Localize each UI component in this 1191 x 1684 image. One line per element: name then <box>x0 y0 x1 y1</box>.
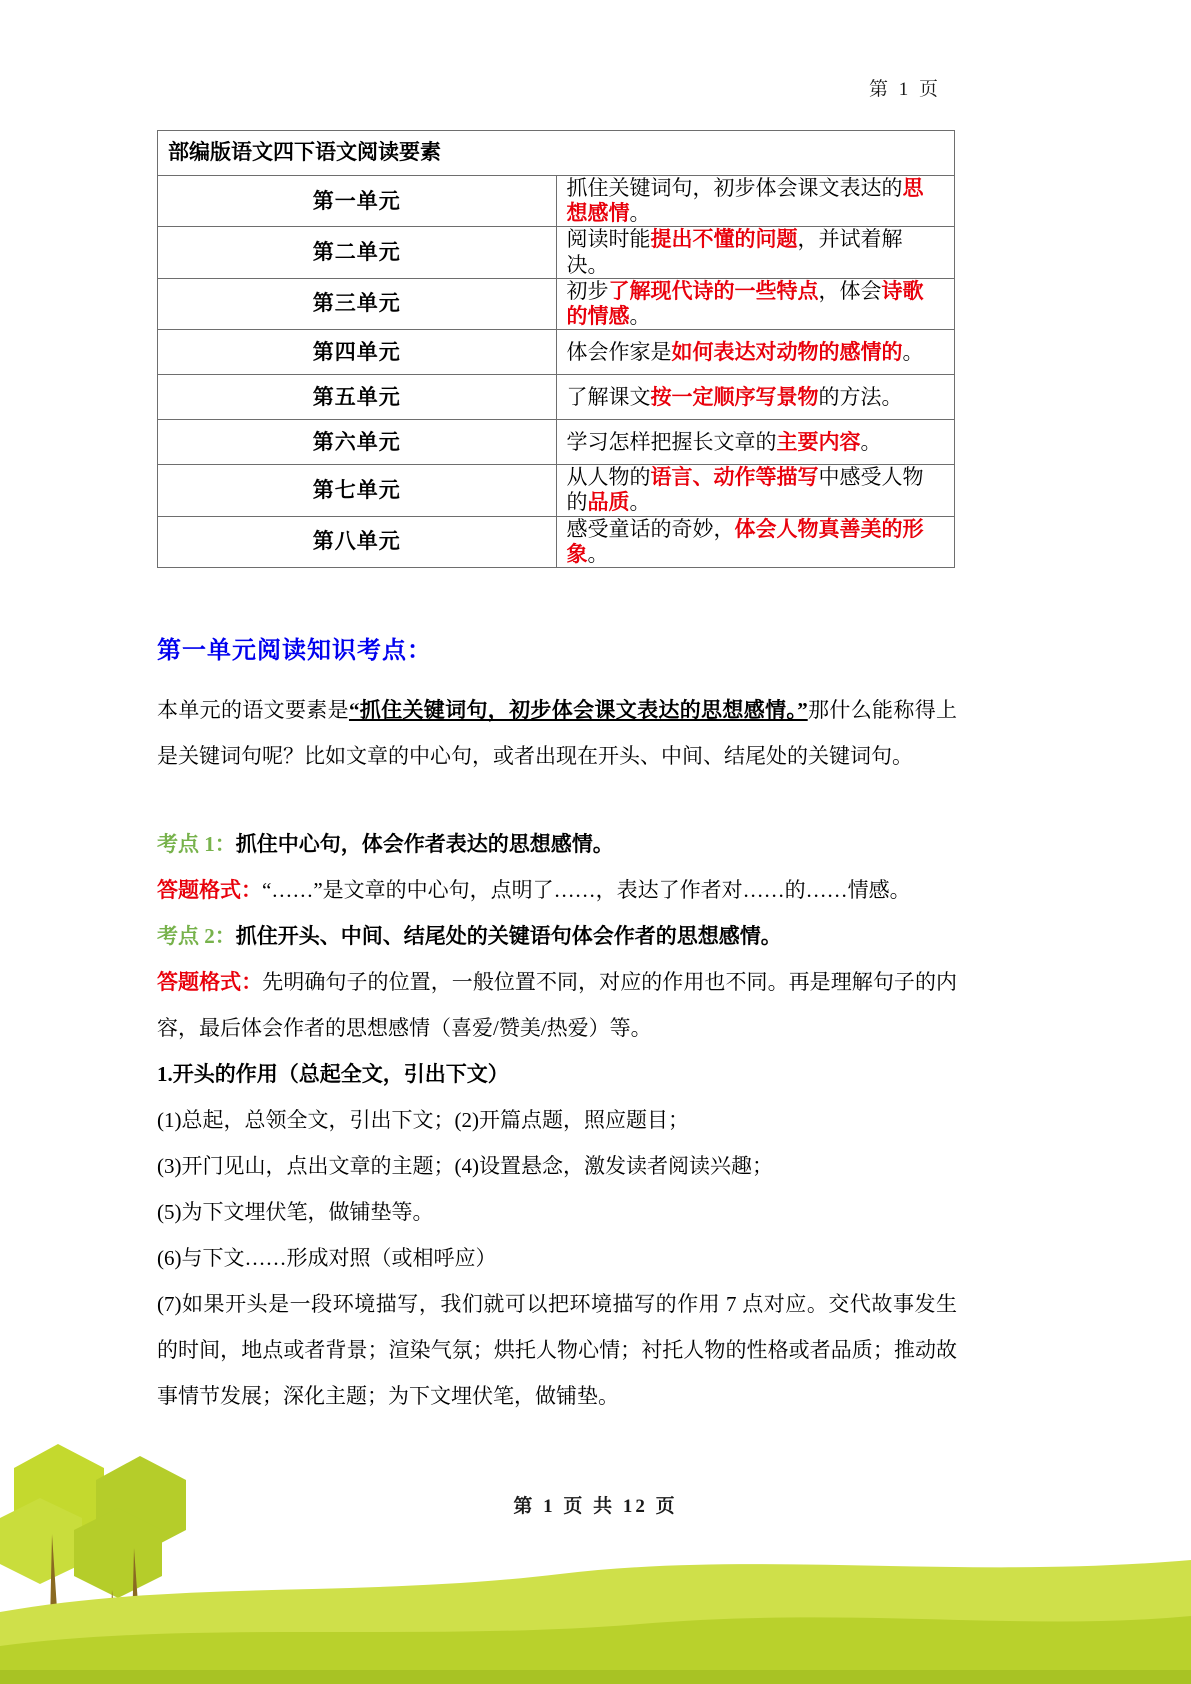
text-plain: 。 <box>860 429 882 454</box>
text-plain: 初步 <box>566 278 609 303</box>
table-row <box>158 278 955 329</box>
kaodian-2-text: 抓住开头、中间、结尾处的关键语句体会作者的思想感情。 <box>235 923 782 948</box>
footer-page-number: 第 1 页 共 12 页 <box>513 1496 678 1517</box>
unit-description <box>556 516 955 567</box>
tree-foliage-icon <box>0 1444 186 1598</box>
ground-strip <box>0 1670 1191 1684</box>
text-plain: 体会作家是 <box>566 339 672 364</box>
text-highlight: 语言、动作等描写 <box>650 465 819 490</box>
answer-1-line <box>157 867 957 913</box>
unit-description <box>556 176 955 227</box>
text-highlight: 诗歌的情感 <box>566 278 924 328</box>
unit-label: 第五单元 <box>158 375 557 420</box>
text-plain: 。 <box>629 303 651 328</box>
hill-front <box>0 1616 1191 1684</box>
kaodian-1-line <box>157 821 957 867</box>
text-plain: 中感受人物的 <box>566 465 924 515</box>
text-plain: 。 <box>902 339 924 364</box>
unit-description <box>556 278 955 329</box>
text-plain: 从人物的 <box>566 465 651 490</box>
text-plain: 。 <box>629 201 651 226</box>
unit-description <box>556 330 955 375</box>
text-plain: 学习怎样把握长文章的 <box>566 429 777 454</box>
unit-description <box>556 420 955 465</box>
list-item: (3)开门见山，点出文章的主题；(4)设置悬念，激发读者阅读兴趣； <box>157 1153 773 1178</box>
answer-2-label: 答题格式： <box>157 969 263 994</box>
table-row <box>158 420 955 465</box>
unit-label: 第六单元 <box>158 420 557 465</box>
unit-description <box>556 375 955 420</box>
kaodian-2-label: 考点 2： <box>157 923 236 948</box>
text-plain: ，并试着解决。 <box>566 227 903 277</box>
list-item: (1)总起，总领全文，引出下文；(2)开篇点题，照应题目； <box>157 1107 689 1132</box>
hill-back <box>0 1560 1191 1684</box>
unit-description <box>556 227 955 278</box>
table-title: 部编版语文四下语文阅读要素 <box>158 131 955 176</box>
kaodian-1-label: 考点 1： <box>157 831 236 856</box>
page-content <box>157 130 957 1419</box>
text-highlight: 体会人物真善美的形象 <box>566 516 924 566</box>
text-highlight: 提出不懂的问题 <box>650 227 798 252</box>
table-row <box>158 227 955 278</box>
answer-2-text: 先明确句子的位置，一般位置不同，对应的作用也不同。再是理解句子的内容，最后体会作者的思想感情（喜爱/赞美/热爱）等。 <box>157 969 958 1040</box>
kaodian-2-line <box>157 913 957 959</box>
reading-elements-table <box>157 130 955 568</box>
table-row <box>158 176 955 227</box>
unit-label: 第一单元 <box>158 176 557 227</box>
answer-2-line <box>157 959 957 1051</box>
unit-label: 第二单元 <box>158 227 557 278</box>
text-plain: 阅读时能 <box>566 227 651 252</box>
intro-paragraph <box>157 687 957 779</box>
intro-suffix: 那什么能称得上是关键词句呢？比如文章的中心句，或者出现在开头、中间、结尾处的关键词句。 <box>157 697 958 768</box>
text-highlight: 品质 <box>587 490 630 515</box>
text-highlight: 按一定顺序写景物 <box>650 384 819 409</box>
table-row <box>158 375 955 420</box>
list-item: (6)与下文……形成对照（或相呼应） <box>157 1245 497 1270</box>
text-plain: 感受童话的奇妙， <box>566 516 735 541</box>
unit-label: 第八单元 <box>158 516 557 567</box>
list-item: (7)如果开头是一段环境描写，我们就可以把环境描写的作用 7 点对应。交代故事发生的时间，地点或者背景；渲染气氛；烘托人物心情；衬托人物的性格或者品质；推动故事情节发展；深化主题；为下文埋伏笔，做铺垫。 <box>157 1291 957 1408</box>
text-plain: 。 <box>629 490 651 515</box>
running-footer <box>0 1491 1191 1518</box>
text-plain: 了解课文 <box>566 384 651 409</box>
paragraph-spacer <box>157 779 957 821</box>
answer-1-label: 答题格式： <box>157 877 262 902</box>
answer-1-text: “……”是文章的中心句，点明了……，表达了作者对……的……情感。 <box>262 877 911 902</box>
running-header <box>0 74 1191 101</box>
tree-trunk-icon <box>50 1534 140 1642</box>
unit-description <box>556 465 955 516</box>
text-plain: ，体会 <box>818 278 882 303</box>
table-row <box>158 465 955 516</box>
text-highlight: 了解现代诗的一些特点 <box>608 278 819 303</box>
intro-prefix: 本单元的语文要素是 <box>157 697 349 722</box>
text-plain: 抓住关键词句，初步体会课文表达的 <box>566 176 903 200</box>
text-highlight: 思想感情 <box>566 176 924 226</box>
unit-label: 第三单元 <box>158 278 557 329</box>
list-heading: 1.开头的作用（总起全文，引出下文） <box>157 1061 509 1086</box>
text-plain: 的方法。 <box>818 384 903 409</box>
header-page-marker: 第 1 页 <box>868 79 941 100</box>
section-heading: 第一单元阅读知识考点： <box>157 637 432 664</box>
unit-label: 第四单元 <box>158 330 557 375</box>
text-highlight: 如何表达对动物的感情的 <box>671 339 903 364</box>
table-row <box>158 330 955 375</box>
intro-quote: “抓住关键词句，初步体会课文表达的思想感情。” <box>348 697 808 722</box>
text-plain: 。 <box>587 541 609 566</box>
unit-label: 第七单元 <box>158 465 557 516</box>
list-item: (5)为下文埋伏笔，做铺垫等。 <box>157 1199 434 1224</box>
text-highlight: 主要内容 <box>776 429 861 454</box>
kaodian-1-text: 抓住中心句，体会作者表达的思想感情。 <box>235 831 614 856</box>
decorative-footer-artwork <box>0 1384 1191 1684</box>
table-title-row <box>158 131 955 176</box>
table-row <box>158 516 955 567</box>
